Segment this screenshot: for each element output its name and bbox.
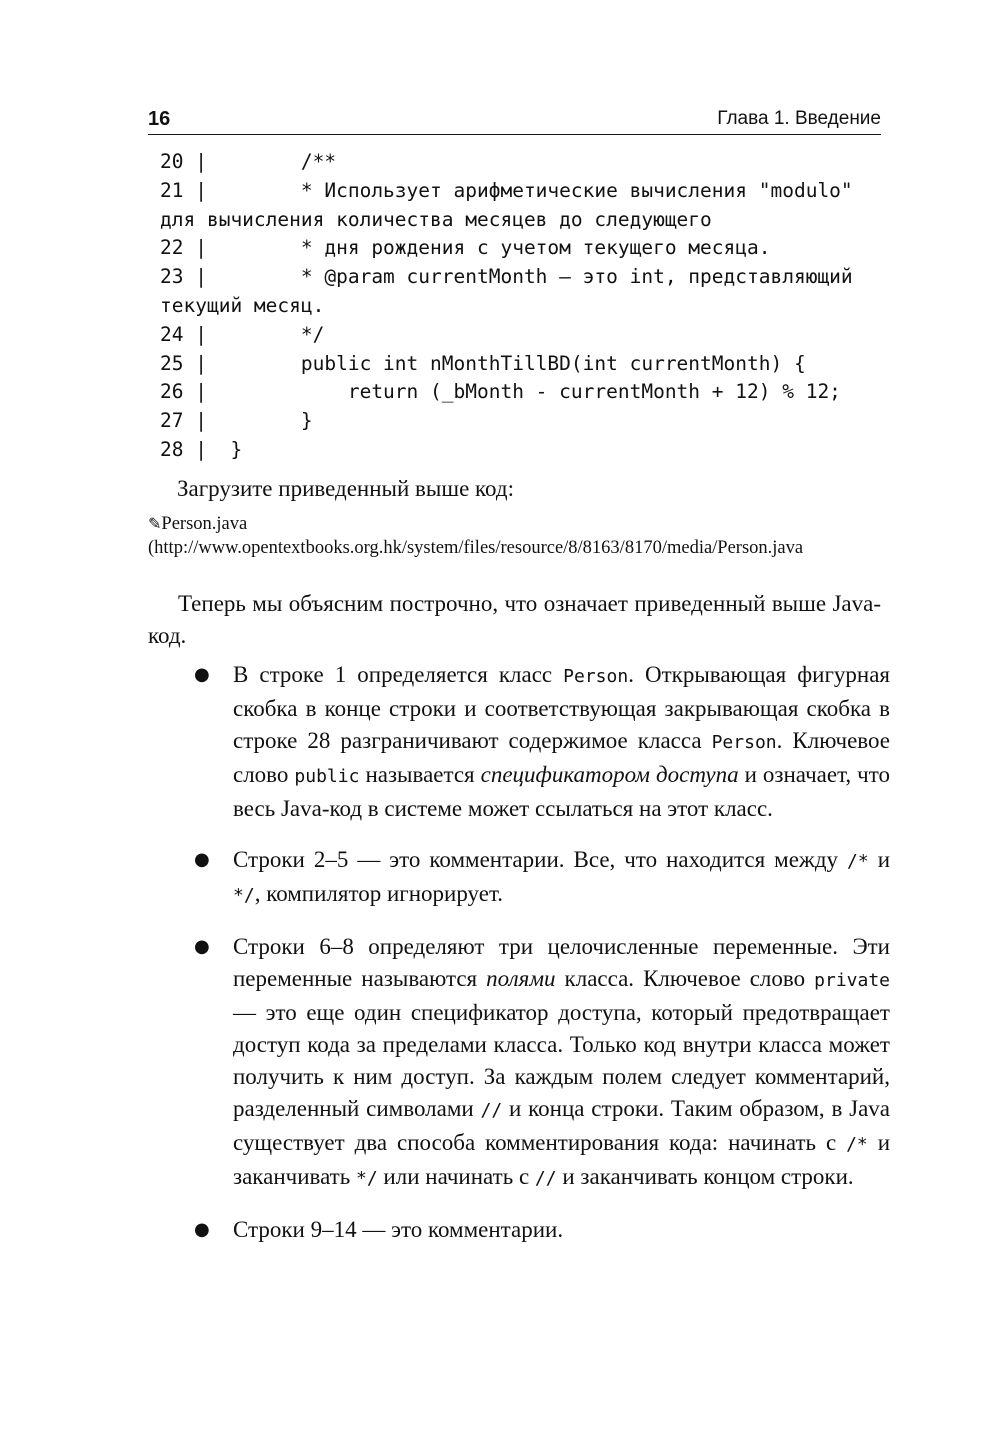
bullet-list	[190, 659, 890, 1265]
inline-code: //	[534, 1168, 557, 1189]
download-link-text[interactable]: Person.java (http://www.opentextbooks.org.hk/system/files/resource/8/8163/8170/media/Person.java	[148, 514, 804, 558]
code-line: 25 | public int nMonthTillBD(int currentMonth) {	[160, 351, 806, 375]
list-item: ● Строки 6–8 определяют три целочисленные переменные. Эти переменные называются полями класса. Ключевое слово private — это еще один спецификатор доступа, который предотвращает доступ кода за пределами класса. Только код внутри класса может получить к ним доступ. За каждым полем следует комментарий, разделенный символами // и конца строки. Таким образом, в Java существует два способа комментирования кода: начинать с /* и заканчивать */ или начинать с // и заканчивать концом строки.	[190, 931, 890, 1195]
bullet-dot: ●	[194, 936, 210, 957]
inline-code: */	[233, 885, 255, 906]
emphasis: полями	[486, 966, 556, 991]
code-line: 20 | /**	[160, 150, 337, 173]
code-line: 21 | * Использует арифметические вычисления "modulo"	[160, 178, 853, 202]
bullet-dot: ●	[194, 664, 210, 685]
inline-code: //	[480, 1100, 503, 1121]
list-item: ● Строки 9–14 — это комментарии.	[190, 1214, 890, 1246]
inline-code: */	[355, 1168, 378, 1189]
inline-code: /*	[846, 1134, 868, 1155]
page-header	[148, 104, 881, 135]
emphasis: спецификатором доступа	[480, 762, 739, 787]
code-line: 27 | }	[160, 409, 313, 433]
pencil-icon: ✎	[148, 514, 162, 533]
page-number: 16	[148, 108, 171, 130]
code-line: текущий месяц.	[160, 293, 325, 317]
code-listing	[160, 148, 890, 465]
chapter-title: Глава 1. Введение	[717, 108, 881, 129]
list-item: ● Строки 2–5 — это комментарии. Все, что находится между /* и */, компилятор игнорирует.	[190, 844, 890, 912]
inline-code: private	[814, 970, 891, 991]
code-line: 28 | }	[160, 437, 243, 461]
download-link[interactable]	[148, 512, 888, 560]
bullet-dot: ●	[194, 1219, 210, 1240]
bullet-dot: ●	[194, 849, 210, 870]
code-line: 26 | return (_bMonth - currentMonth + 12) % 12;	[160, 380, 841, 404]
code-line: 23 | * @param currentMonth – это int, представляющий	[160, 265, 853, 289]
code-line: для вычисления количества месяцев до следующего	[160, 207, 712, 231]
code-line: 22 | * дня рождения с учетом текущего месяца.	[160, 236, 771, 260]
inline-code: Person	[711, 732, 777, 753]
download-intro: Загрузите приведенный выше код:	[177, 476, 514, 501]
code-line: 24 | */	[160, 322, 325, 346]
inline-code: public	[294, 766, 360, 787]
body-paragraph: Теперь мы объясним построчно, что означает приведенный выше Java-код.	[148, 591, 881, 648]
list-item: ● В строке 1 определяется класс Person. Открывающая фигурная скобка в конце строки и соответствующая закрывающая скобка в строке 28 разграничивают содержимое класса Person. Ключевое слово public называется спецификатором доступа и означает, что весь Java-код в системе может ссылаться на этот класс.	[190, 659, 890, 825]
inline-code: /*	[847, 851, 869, 872]
inline-code: Person	[563, 666, 629, 687]
